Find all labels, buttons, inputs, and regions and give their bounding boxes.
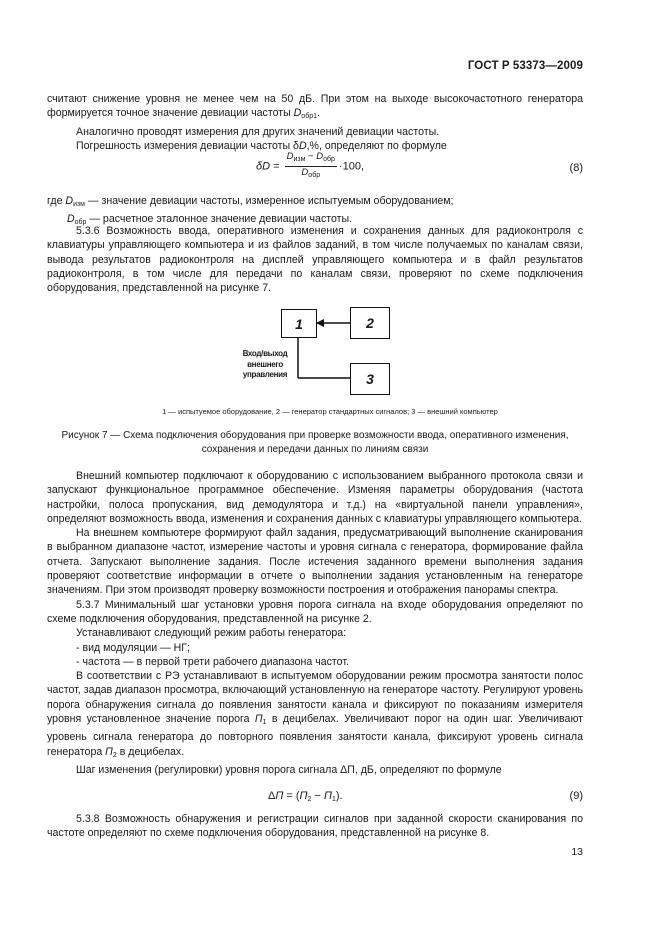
paragraph-external-computer: Внешний компьютер подключают к оборудованию с использованием выбранного протокола связи и запускают функциональное программное обеспечение. Изменяя параметры оборудования (частота настройки, полоса пропускания, вид демодулятора и т.д.) на «виртуальной панели управления», определяют возможность ввода, изменения и сохранения данных с клавиатуры управляющего компьютера. bbox=[47, 470, 583, 525]
paragraph-deviation: считают снижение уровня не менее чем на 50 дБ. При этом на выходе высокочастотного генератора формируется точное значение девиации частоты $D_{обр1}$. bbox=[47, 93, 583, 121]
figure-7-box-computer: 3 bbox=[350, 363, 390, 395]
formula-8: δD = $\frac{D_{изм} - D_{обр}}{D_{обр}}$ ·100, bbox=[256, 151, 364, 182]
where-line-1: где $D_{изм}$ — значение девиации частоты, измеренное испытуемым оборудованием; bbox=[47, 195, 454, 208]
figure-7-control-label: Вход/выход внешнего управления bbox=[242, 349, 288, 379]
section-5-3-7: 5.3.7 Минимальный шаг установки уровня порога сигнала на входе оборудования определяют по схеме подключения оборудования, представленной на рисунке 2. bbox=[47, 598, 583, 625]
formula-8-denominator: $D_{обр}$ bbox=[301, 167, 321, 179]
body-text-block bbox=[47, 469, 583, 777]
section-5-3-6: 5.3.6 Возможность ввода, оперативного изменения и сохранения данных для радиоконтроля с клавиатуры управляющего компьютера и из файлов заданий, в том числе получаемых по каналам связи, вывода результатов радиоконтроля на дисплей управляющего компьютера и в файл результатов радиоконтроля, в том числе для передачи по каналам связи, проверяют по схеме подключения оборудования, представленной на рисунке 7. bbox=[47, 225, 583, 295]
standard-header: ГОСТ Р 53373—2009 bbox=[467, 60, 583, 72]
paragraph-analog: Аналогично проводят измерения для других значений девиации частоты. bbox=[76, 125, 440, 138]
page-number: 13 bbox=[571, 846, 583, 858]
formula-8-number: (8) bbox=[569, 162, 583, 174]
list-item-modulation: - вид модуляции — НГ; bbox=[76, 641, 190, 654]
figure-7-box-equipment: 1 bbox=[281, 309, 317, 338]
formula-8-numerator: $D_{изм} - D_{обр}$ bbox=[285, 151, 337, 167]
paragraph-step-formula-intro: Шаг изменения (регулировки) уровня порога сигнала ΔП, дБ, определяют по формуле bbox=[76, 763, 502, 776]
paragraph-error-intro: Погрешность измерения девиации частоты δD,%, определяют по формуле bbox=[76, 139, 447, 152]
figure-7-box-generator: 2 bbox=[350, 307, 390, 339]
list-item-frequency: - частота — в первой трети рабочего диапазона частот. bbox=[76, 655, 349, 668]
paragraph-task-file: На внешнем компьютере формируют файл задания, предусматривающий выполнение сканирования в выбранном диапазоне частот, измерение частоты и уровня сигнала с генератора, формирование файла отчета. Запускают выполнение задания. После истечения заданного времени выполнения задания проверяют соответствие информации в отчете о выполнении задания установленным на генераторе значениям. При этом производят проверку возможности построения и отображения панорамы спектра. bbox=[47, 527, 583, 597]
figure-7-caption: Рисунок 7 — Схема подключения оборудования при проверке возможности ввода, оперативного изменения, сохранения и передачи данных по линиям связи bbox=[61, 430, 569, 455]
formula-9: $\Delta П = (П_2 - П_1)$. bbox=[268, 790, 343, 803]
formula-9-number: (9) bbox=[569, 790, 583, 802]
paragraph-generator-mode: Устанавливают следующий режим работы генератора: bbox=[76, 627, 347, 640]
paragraph-threshold: В соответствии с РЭ устанавливают в испытуемом оборудовании режим просмотра занятости полос частот, задав диапазон просмотра, включающий установленную на генераторе частоту. Регулируют уровень порога обнаружения сигнала до появления занятости канала и фиксируют по показаниям измерителя уровня установленное значение порога $П_1$ в децибелах. Увеличивают порог на один шаг. Увеличивают уровень сигнала генератора до повторного появления занятости канала, фиксируют уровень сигнала генератора $П_2$ в децибелах. bbox=[47, 670, 584, 759]
where-line-2: $D_{обр}$ — расчетное эталонное значение девиации частоты. bbox=[67, 213, 353, 227]
figure-7-legend: 1 — испытуемое оборудование, 2 — генератор стандартных сигналов; 3 — внешний компьютер bbox=[162, 407, 498, 416]
section-5-3-8: 5.3.8 Возможность обнаружения и регистрации сигналов при заданной скорости сканирования по частоте определяют по схеме подключения оборудования, представленной на рисунке 8. bbox=[47, 813, 583, 840]
